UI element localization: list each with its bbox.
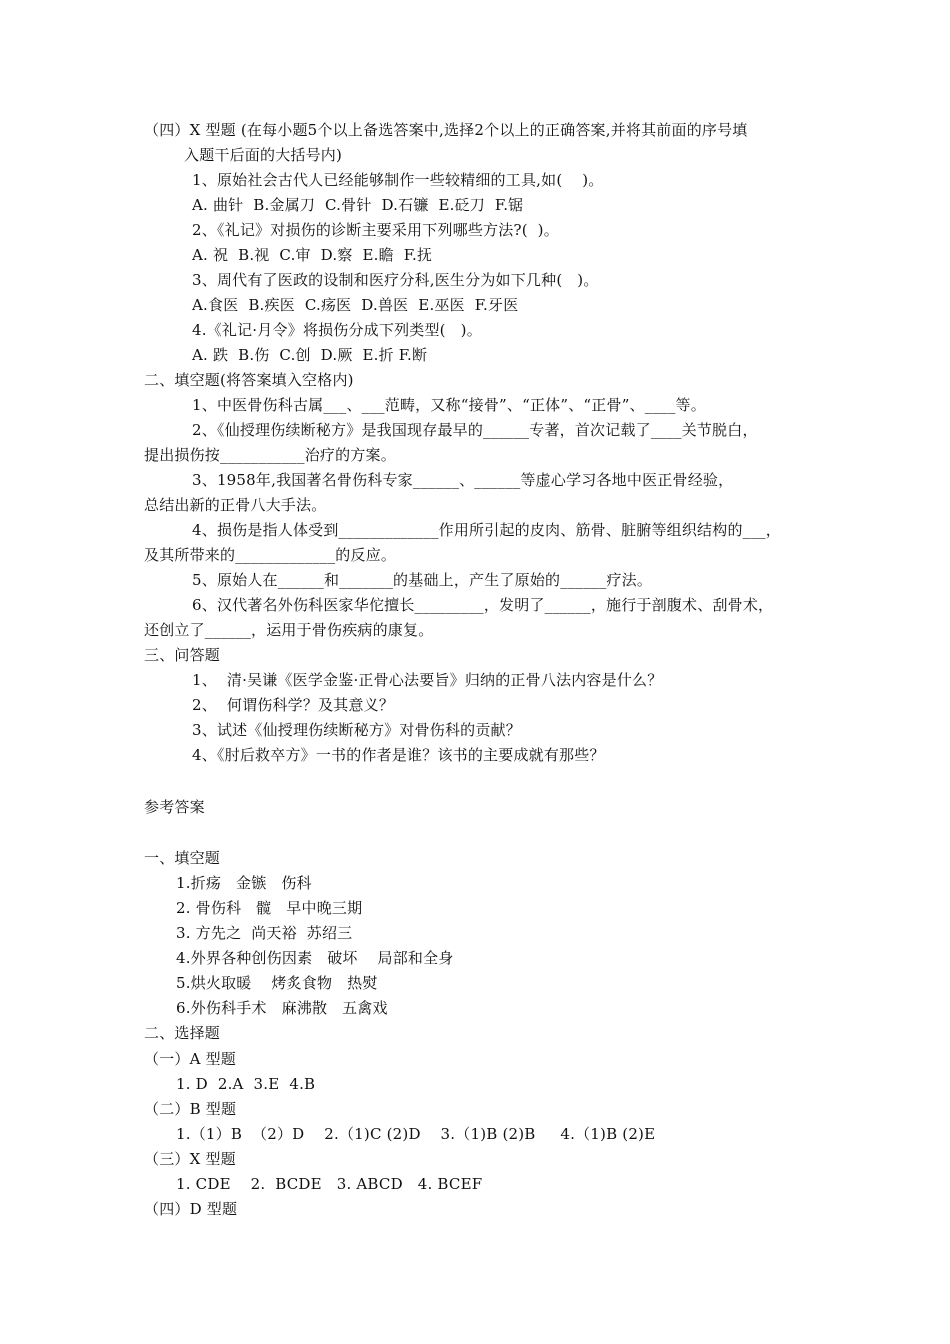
answer-fill-6: 6.外伤科手术 麻沸散 五禽戏 [176,999,388,1017]
answer-key-title: 参考答案 [144,798,205,816]
fill-question-4: 4、损伤是指人体受到_____________作用所引起的皮肉、筋骨、脏腑等组织结构的___， [192,521,781,539]
question-x-1: 1、原始社会古代人已经能够制作一些较精细的工具,如( )。 [192,171,604,189]
options-x-3: A.食医 B.疾医 C.疡医 D.兽医 E.巫医 F.牙医 [192,296,519,314]
fill-question-2: 2、《仙授理伤续断秘方》是我国现存最早的______专著，首次记载了____关节脱白， [192,421,758,439]
answer-fill-4: 4.外界各种创伤因素 破坏 局部和全身 [176,949,454,967]
answer-a-type: 1. D 2.A 3.E 4.B [176,1075,316,1093]
fill-question-1: 1、中医骨伤科古属___、___范畴，又称“接骨”、“正体”、“正骨”、____等。 [192,396,706,414]
question-x-4: 4.《礼记·月令》将损伤分成下列类型( )。 [192,321,482,339]
fill-question-3-cont: 总结出新的正骨八大手法。 [144,496,327,514]
fill-question-3: 3、1958年,我国著名骨伤科专家______、______等虚心学习各地中医正骨经验， [192,471,734,489]
qa-question-2: 2、 何谓伤科学？及其意义？ [192,696,395,714]
answer-fill-5: 5.烘火取暖 烤炙食物 热熨 [176,974,378,992]
answer-x-type-heading: （三）X 型题 [144,1150,236,1168]
answer-d-type-heading: （四）D 型题 [144,1200,238,1218]
fill-question-2-cont: 提出损伤按___________治疗的方案。 [144,446,396,464]
qa-question-3: 3、试述《仙授理伤续断秘方》对骨伤科的贡献？ [192,721,521,739]
question-x-2: 2、《礼记》对损伤的诊断主要采用下列哪些方法?( )。 [192,221,559,239]
answer-b-type: 1.（1）B （2）D 2.（1)C (2)D 3.（1)B (2)B 4.（1)B (2)E [176,1125,656,1143]
section-heading-fill: 二、填空题(将答案填入空格内) [144,371,354,389]
fill-question-6-cont: 还创立了______，运用于骨伤疾病的康复。 [144,621,434,639]
answer-fill-3: 3. 方先之 尚天裕 苏绍三 [176,924,353,942]
fill-question-4-cont: 及其所带来的_____________的反应。 [144,546,397,564]
options-x-1: A. 曲针 B.金属刀 C.骨针 D.石镰 E.砭刀 F.锯 [192,196,524,214]
section-heading-x-type-cont: 入题干后面的大括号内) [184,146,343,164]
answer-b-type-heading: （二）B 型题 [144,1100,237,1118]
question-x-3: 3、周代有了医政的设制和医疗分科,医生分为如下几种( )。 [192,271,599,289]
fill-question-6: 6、汉代著名外伤科医家华佗擅长_________，发明了______，施行于剖腹术、刮骨术， [192,596,774,614]
qa-question-4: 4、《肘后救卒方》一书的作者是谁？该书的主要成就有那些？ [192,746,605,764]
qa-question-1: 1、 清·吴谦《医学金鉴·正骨心法要旨》归纳的正骨八法内容是什么？ [192,671,663,689]
options-x-2: A. 祝 B.视 C.审 D.察 E.瞻 F.抚 [192,246,433,264]
section-heading-x-type: （四）X 型题 (在每小题5个以上备选答案中,选择2个以上的正确答案,并将其前面的序号填 [144,121,748,139]
answer-section-fill: 一、填空题 [144,849,221,867]
answer-fill-2: 2. 骨伤科 髋 早中晚三期 [176,899,363,917]
answer-a-type-heading: （一）A 型题 [144,1050,237,1068]
answer-fill-1: 1.折疡 金镞 伤科 [176,874,312,892]
answer-section-choice: 二、选择题 [144,1024,221,1042]
options-x-4: A. 跌 B.伤 C.创 D.厥 E.折 F.断 [192,346,428,364]
section-heading-qa: 三、问答题 [144,646,221,664]
answer-x-type: 1. CDE 2. BCDE 3. ABCD 4. BCEF [176,1175,483,1193]
fill-question-5: 5、原始人在______和_______的基础上，产生了原始的______疗法。 [192,571,653,589]
